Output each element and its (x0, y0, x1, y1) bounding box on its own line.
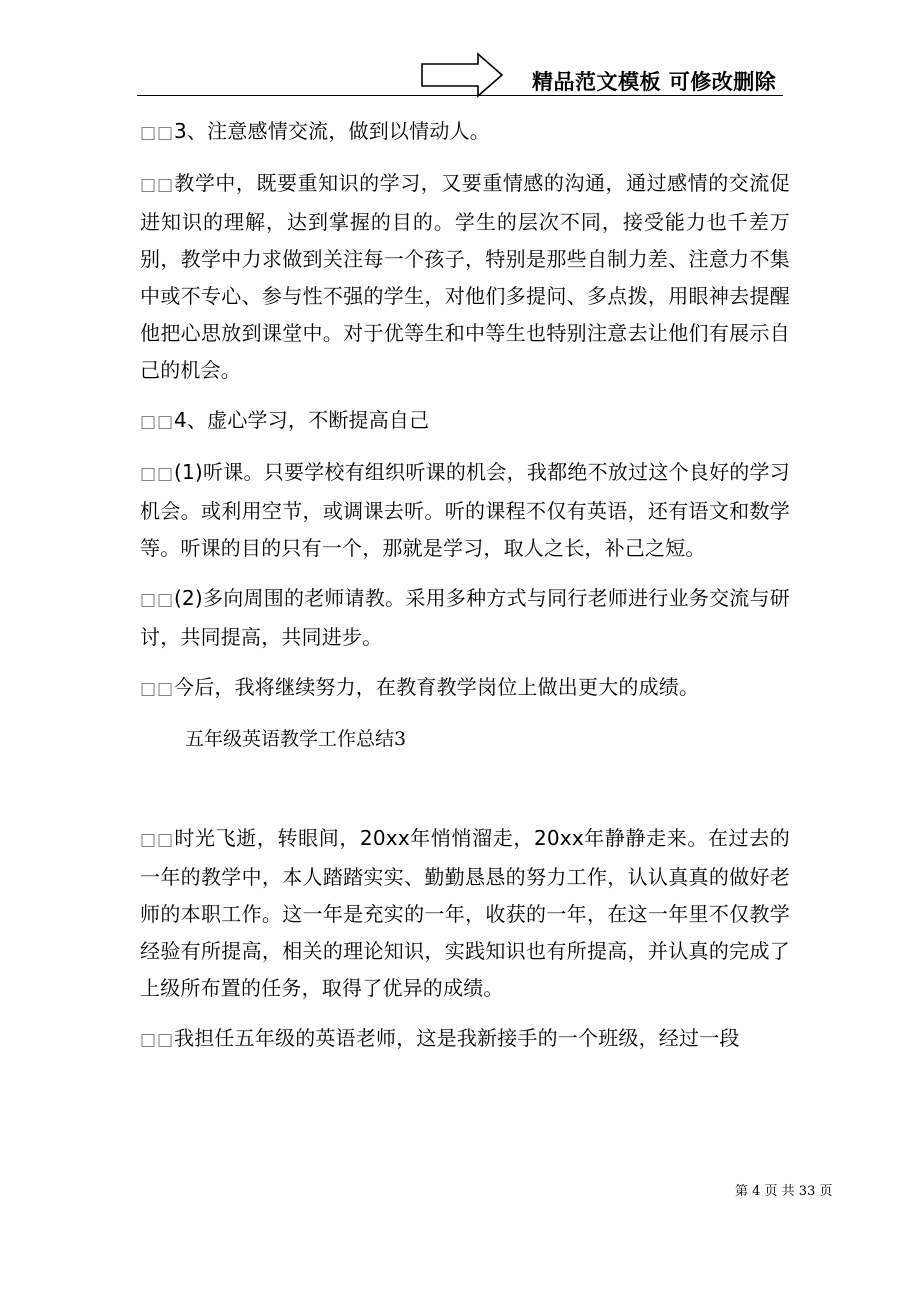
header-divider (137, 95, 783, 96)
paragraph-text: 4、虚心学习，不断提高自己 (174, 408, 430, 432)
indent-placeholder: □□ (140, 590, 175, 610)
indent-placeholder: □□ (140, 679, 175, 699)
indent-placeholder: □□ (140, 412, 175, 432)
indent-placeholder: □□ (140, 123, 175, 143)
paragraph-text: (1)听课。只要学校有组织听课的机会，我都绝不放过这个良好的学习机会。或利用空节，或调课去听。听的课程不仅有英语，还有语文和数学等。听课的目的只有一个，那就是学习，取人之长，补己之短。 (140, 460, 790, 560)
paragraph-7 (140, 820, 790, 1007)
page-header (0, 0, 920, 100)
section-title: 五年级英语教学工作总结3 (185, 728, 407, 750)
paragraph-text: 今后，我将继续努力，在教育教学岗位上做出更大的成绩。 (174, 675, 700, 699)
spacer (140, 771, 790, 820)
paragraph-5 (140, 580, 790, 656)
indent-placeholder: □□ (140, 464, 175, 484)
paragraph-1 (140, 113, 790, 152)
paragraph-text: 我担任五年级的英语老师，这是我新接手的一个班级，经过一段 (174, 1026, 740, 1050)
paragraph-text: 教学中，既要重知识的学习，又要重情感的沟通，通过感情的交流促进知识的理解，达到掌握的目的。学生的层次不同，接受能力也千差万别，教学中力求做到关注每一个孩子，特别是那些自制力差、注意力不集中或不专心、参与性不强的学生，对他们多提问、多点拨，用眼神去提醒他把心思放到课堂中。对于优等生和中等生也特别注意去让他们有展示自己的机会。 (140, 171, 790, 382)
page-number: 第 4 页 共 33 页 (735, 1184, 833, 1199)
paragraph-4 (140, 454, 790, 567)
paragraph-text: 时光飞逝，转眼间，20xx年悄悄溜走，20xx年静静走来。在过去的一年的教学中，本人踏踏实实、勤勤恳恳的努力工作，认认真真的做好老师的本职工作。这一年是充实的一年，收获的一年，在这一年里不仅教学经验有所提高，相关的理论知识，实践知识也有所提高，并认真的完成了上级所布置的任务，取得了优异的成绩。 (140, 826, 790, 1000)
paragraph-text: (2)多向周围的老师请教。采用多种方式与同行老师进行业务交流与研讨，共同提高，共同进步。 (140, 586, 790, 649)
paragraph-text: 3、注意感情交流，做到以情动人。 (174, 119, 490, 143)
paragraph-2 (140, 165, 790, 389)
header-title: 精品范文模板 可修改删除 (532, 70, 777, 94)
indent-placeholder: □□ (140, 1030, 175, 1050)
document-body (140, 113, 790, 1072)
right-arrow-outline-icon (420, 52, 506, 98)
indent-placeholder: □□ (140, 175, 175, 195)
paragraph-3 (140, 402, 790, 441)
paragraph-6 (140, 669, 790, 708)
indent-placeholder: □□ (140, 830, 175, 850)
paragraph-8 (140, 1020, 790, 1059)
